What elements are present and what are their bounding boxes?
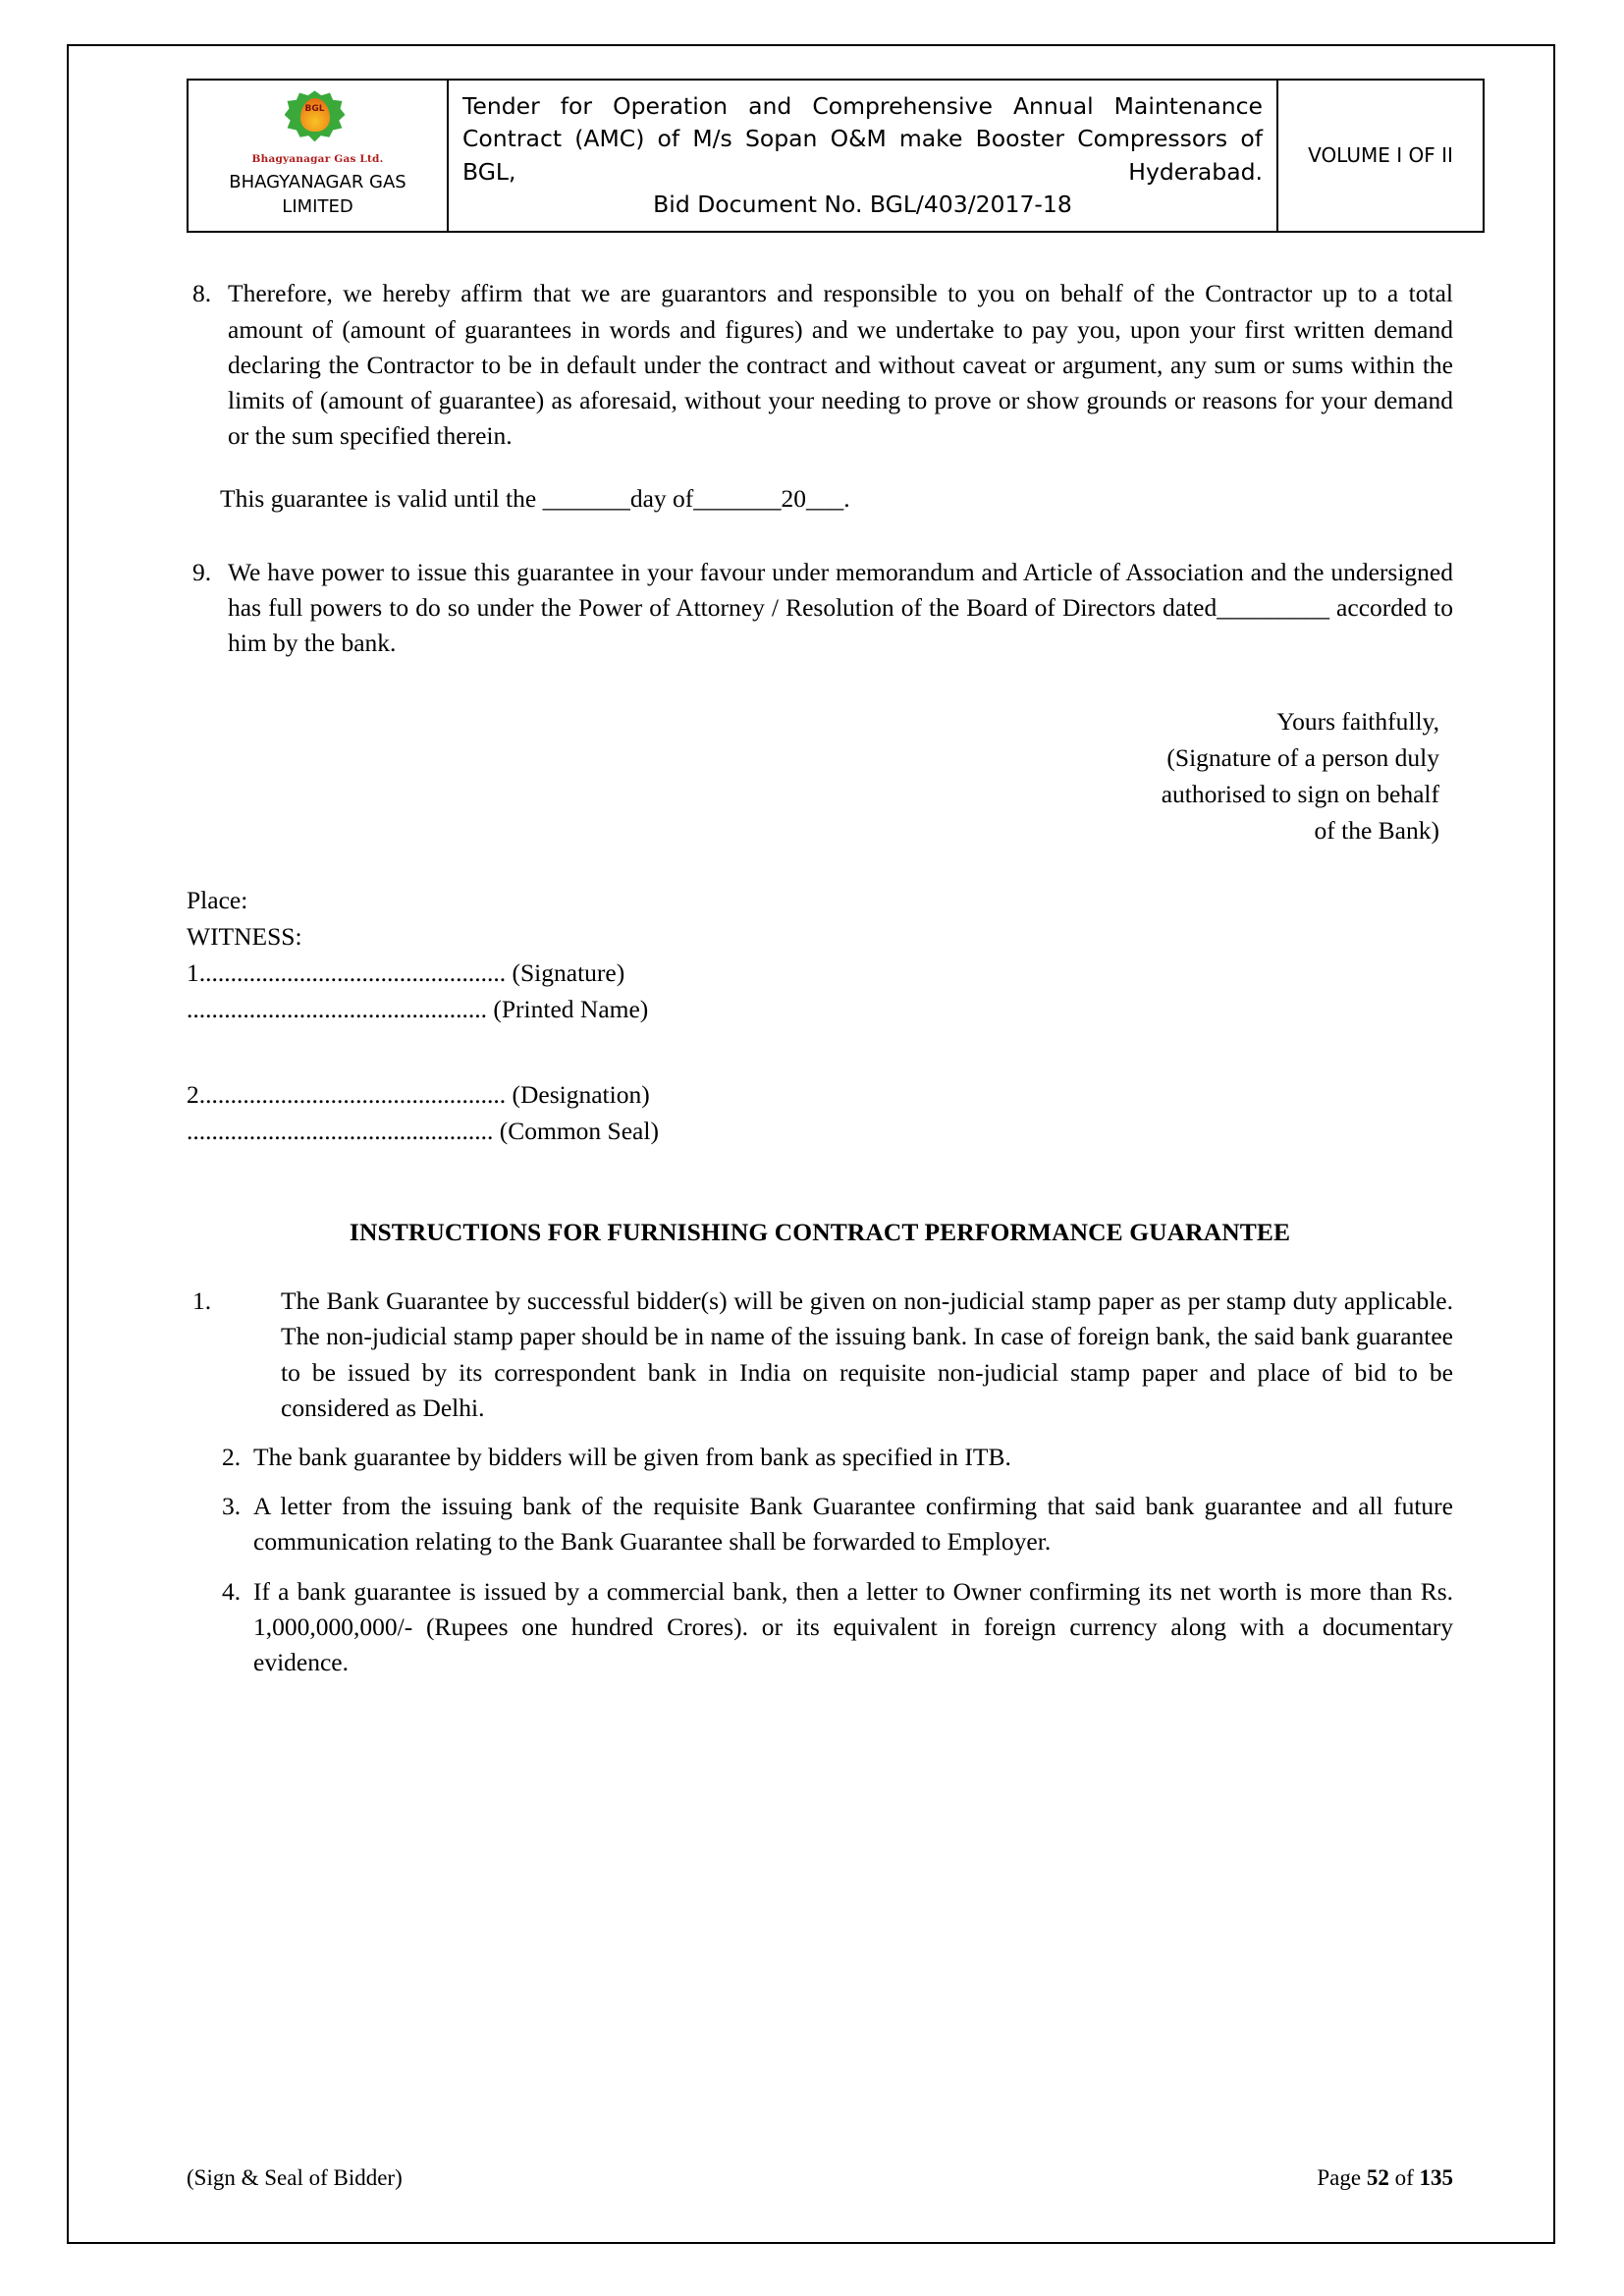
instructions-list <box>187 1284 1453 1680</box>
instruction-item <box>187 1574 1453 1681</box>
footer-total-pages: 135 <box>1419 2165 1453 2190</box>
witness-label: WITNESS: <box>187 922 302 952</box>
instruction-number: 2. <box>222 1442 242 1471</box>
signoff-line-1: Yours faithfully, <box>1276 707 1439 737</box>
logo-mark-text: BGL <box>304 104 325 115</box>
logo-company-name: BHAGYANAGAR GAS LIMITED <box>229 172 406 217</box>
clause-9 <box>187 555 1453 662</box>
witness-2-common-seal: ................................................. (Common Seal) <box>187 1116 659 1145</box>
header-logo-cell <box>188 80 448 232</box>
header-bid-number: Bid Document No. BGL/403/2017-18 <box>653 191 1072 219</box>
signoff-line-3: authorised to sign on behalf <box>1161 780 1439 809</box>
instruction-number: 3. <box>222 1492 242 1521</box>
clause-8-text: Therefore, we hereby affirm that we are guarantors and responsible to you on behalf of the Contractor up to a total amount of (amount of guarantees in words and figures) and we undertake to pay you, upon your first written demand declaring the Contractor to be in default under the contract and without caveat or argument, any sum or sums within the limits of (amount of guarantee) as aforesaid, without your needing to prove or show grounds or reasons for your demand or the sum specified therein. <box>228 279 1453 451</box>
footer-current-page: 52 <box>1366 2165 1389 2190</box>
footer-page-number <box>1317 2165 1453 2191</box>
footer-sign-seal: (Sign & Seal of Bidder) <box>187 2165 403 2190</box>
footer-page-prefix: Page <box>1317 2165 1367 2190</box>
place-label: Place: <box>187 886 248 915</box>
instruction-item <box>187 1284 1453 1426</box>
signature-block <box>187 704 1453 849</box>
instruction-text: If a bank guarantee is issued by a commercial bank, then a letter to Owner confirming its net worth is more than Rs. 1,000,000,000/- (Rupees one hundred Crores). or its equivalent in foreign currency along with a documentary evidence. <box>253 1576 1453 1676</box>
witness-1-signature: 1................................................. (Signature) <box>187 958 625 988</box>
header-volume-cell: VOLUME I OF II <box>1277 80 1484 232</box>
clause-8 <box>187 276 1453 454</box>
header-title-cell <box>448 80 1277 232</box>
footer-page-of: of <box>1388 2165 1420 2190</box>
header-title-main: Tender for Operation and Comprehensive Annual Maintenance Contract (AMC) of M/s Sopan O&M make Booster Compressors of BGL, Hyderabad. <box>462 92 1263 186</box>
instruction-text: A letter from the issuing bank of the requisite Bank Guarantee confirming that said bank guarantee and all future communication relating to the Bank Guarantee shall be forwarded to Employer. <box>253 1492 1453 1557</box>
guarantee-validity-line: This guarantee is valid until the _______day of_______20___. <box>220 484 850 514</box>
instruction-text: The bank guarantee by bidders will be given from bank as specified in ITB. <box>253 1442 1011 1471</box>
clause-9-number: 9. <box>192 557 212 586</box>
instruction-number: 1. <box>192 1286 212 1316</box>
witness-2-designation: 2................................................. (Designation) <box>187 1080 650 1110</box>
clause-9-text: We have power to issue this guarantee in your favour under memorandum and Article of Association and the undersigned has full powers to do so under the Power of Attorney / Resolution of the Board of Directors dated_________ accorded to him by the bank. <box>228 557 1453 658</box>
witness-1-printed-name: ................................................ (Printed Name) <box>187 995 649 1024</box>
instruction-number: 4. <box>222 1576 242 1606</box>
document-body <box>187 276 1453 1680</box>
bgl-logo-icon <box>271 90 365 151</box>
document-page <box>67 44 1555 2244</box>
signoff-line-4: of the Bank) <box>1314 816 1439 846</box>
signoff-line-2: (Signature of a person duly <box>1166 743 1439 773</box>
instructions-heading: INSTRUCTIONS FOR FURNISHING CONTRACT PERFORMANCE GUARANTEE <box>349 1217 1291 1246</box>
instruction-item <box>187 1440 1453 1475</box>
witness-block <box>187 883 1453 1150</box>
clause-8-number: 8. <box>192 279 212 308</box>
instruction-text: The Bank Guarantee by successful bidder(s) will be given on non-judicial stamp paper as per stamp duty applicable. The non-judicial stamp paper should be in name of the issuing bank. In case of foreign bank, the said bank guarantee to be issued by its correspondent bank in India on requisite non-judicial stamp paper and place of bid to be considered as Delhi. <box>281 1286 1453 1422</box>
page-content <box>187 79 1453 1694</box>
page-footer <box>187 2165 1453 2191</box>
logo-tagline: Bhagyanagar Gas Ltd. <box>251 153 384 166</box>
instruction-item <box>187 1489 1453 1559</box>
document-header-table <box>187 79 1485 233</box>
